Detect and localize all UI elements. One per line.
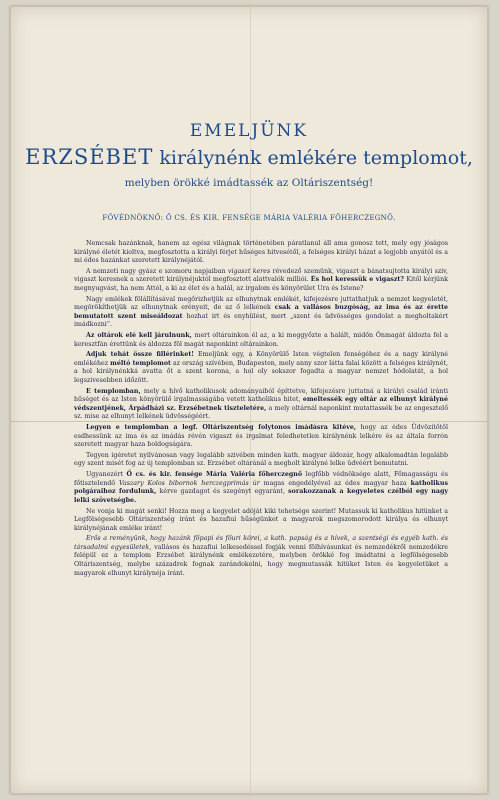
bold-text-run: sorakozzanak a kegyeletes czélból egy nagy lelki szövetségbe. <box>74 488 449 504</box>
patron-line: FŐVÉDNÖKNŐ: Ő CS. ÉS KIR. FENSÉGE MÁRIA VALÉRIA FŐHERCZEGNŐ. <box>102 214 396 222</box>
bold-text-run: E templomban, <box>86 387 141 395</box>
bold-text-run: emeltessék egy oltár az elhunyt királyné védszentjének, Árpádházi sz. Erzsébetnek tiszteletére, <box>74 396 449 412</box>
italic-text-run: vigaszt keres <box>227 267 271 275</box>
paragraph <box>74 240 448 266</box>
text-run: hogy az édes Üdvözítőtől esdhessünk az ima és az imádás révén vigaszt és irgalmat feledhetetlen királynénk lelkére és az általa forrón szeretett magyar haza boldogságára. <box>74 424 448 449</box>
text-run: vallásos és hazafiui lelkesedéssel fogják venni fölhívásunkat és nemzedékről nemzedékre felépül ez a templom Erzsébet királynénk emlékezetére, melyben örökké fog imádtatni a legfölségesebb Oltáriszentség, melybe századrek fognak zarándokolni, hogy megmutassák hitüket Isten és kegyeletüket a magyarok elhunyt királynéja iránt. <box>74 543 448 577</box>
italic-text-run: Erős a reményünk, hogy hazánk főpapi és főuri körei, a kath. papság és a hívek, a szentségi és egyéb kath. és társadalmi egyesületek, <box>74 535 448 551</box>
text-run: Ne vonja ki magát senki! Hozza meg a kegyelet adóját kiki tehetsége szerint! Mutassuk ki katholikus hitünket a Legfölségesebb Oltáriszentség iránt és hazafiui hűségünket a magyarok megszomorodott királya és elhunyt királynéjának emléke iránt! <box>74 507 448 532</box>
text-run: Kitől kérjünk megnyugvást, ha nem Attól, a ki az élet és a halál, az irgalom és könyörület Ura és Istene? <box>74 276 448 292</box>
text-run: az ország szívében, Budapesten, mely anny szor látta falai között a felséges királynét, a hol királynénkká avatta őt a szent korona, a hol oly sokszor fogadta a magyar nemzet hódolatát, a hol legszivesebben időzött. <box>74 359 448 384</box>
appeal-body-text <box>74 240 448 580</box>
paragraph <box>74 351 448 385</box>
bold-text-run: csak a vallásos buzgóság, az ima és az érette bemutatott szent miseáldozat <box>74 304 448 320</box>
text-run: Emeljünk egy, a Könyörülő Isten végtelen fenségéhez és a nagy királyné emlékéhez <box>74 351 449 367</box>
italic-text-run: Vaszary Kolos bibornok herczegprimás úr <box>119 479 260 487</box>
paragraph <box>74 535 448 578</box>
paragraph <box>74 388 448 422</box>
text-run: a mely oltárnál naponkint mutattassék be az engesztelő sz. mise az elhunyt lelkének üdvösségéért. <box>74 404 448 421</box>
text-run: mert oltárainkon él az, a ki meggyőzte a halált, midőn Önmagát áldozta fel a keresztfán érettünk és áldozza föl magát naponkint oltárainkon. <box>74 332 448 348</box>
bold-text-run: méltó templomot <box>110 359 171 367</box>
heading-name: ERZSÉBET <box>25 145 154 169</box>
bold-text-run: És hol keressük e vigaszt? <box>310 276 404 284</box>
bold-text-run: Legyen e templomban a legf. Oltáriszentség folytonos imádásra kitéve, <box>86 424 357 432</box>
text-run: magas engedélyével az édes magyar haza <box>259 479 411 487</box>
document-sheet <box>10 6 488 794</box>
paragraph <box>74 424 448 450</box>
paragraph <box>74 508 448 534</box>
heading-line-2-rest: királynénk emlékére templomot, <box>159 147 473 169</box>
text-run: mely a hívő katholikusok adományaiból építtetve, kifejezésre juttatná a királyi család iránti hűséget és az Isten könyörülő irgalmasságába vetett katholikus hitet, <box>74 387 449 404</box>
text-run: A nemzeti nagy gyász e szomoru napjaiban <box>86 267 228 275</box>
text-run: révedező szemünk, vigaszt a bánatsujtotta királyi sziv, vigaszt keresnek a szeretett királynéjuktól megfosztott alattvalók milliói. <box>74 267 448 284</box>
heading-line-3: melyben örökké imádtassék az Oltáriszentség! <box>124 177 374 189</box>
bold-text-run: Ő cs. és kir. fensége Mária Valéria főherczegnő <box>126 471 303 479</box>
heading-line-2 <box>11 145 487 169</box>
text-run: legfőbb védnöksége alatt, Főmagasságu és főtisztelendő <box>74 471 448 487</box>
text-run: hozhat irt és enyhülést, mert „szent és üdvösséges gondolat a megholtakért imádkozni“. <box>74 312 448 329</box>
text-run: Tegyen igéretet nyilvánosan vagy legalább szivében minden kath. magyar áldozár, hogy alkalomadtán legalább egy szent misét fog az új templomban sz. Erzsébet oltáránál a megholt királyné lelke üdvéért bemutatni. <box>74 451 448 468</box>
paragraph <box>74 471 448 505</box>
text-run: Ugyanezért <box>86 471 127 479</box>
text-run: kérve gazdagot és szegényt egyaránt, <box>156 488 289 496</box>
paragraph <box>74 332 448 349</box>
text-run: Nemcsak hazánknak, hanem az egész világnak történetében páratlanul áll ama gonosz tett, mely egy jóságos királyné életét kioltva, megfosztotta a királyi férjet hűséges hitvesétől, a felséges királyi házat a legjobb anyától és a mi édes hazánkat szeretett királynéjától. <box>74 240 448 265</box>
heading-line-1: EMELJÜNK <box>189 121 309 141</box>
text-run: Nagy emlékek fölállításával megőrizhetjük az elhunytnak emlékét, kifejezésre juttathatjuk a nemzet kegyeletét, megörökíthetjük az elhunytnak erényeit, de az ő lelkének <box>74 295 448 312</box>
paragraph <box>74 268 448 294</box>
bold-text-run: Adjuk tehát össze fillérinket! <box>86 351 195 359</box>
paragraph <box>74 296 448 330</box>
paragraph <box>74 452 448 469</box>
bold-text-run: Az oltárok elé kell járulnunk, <box>86 332 192 340</box>
bold-text-run: katholikus polgáraihoz fordulunk, <box>74 479 448 496</box>
